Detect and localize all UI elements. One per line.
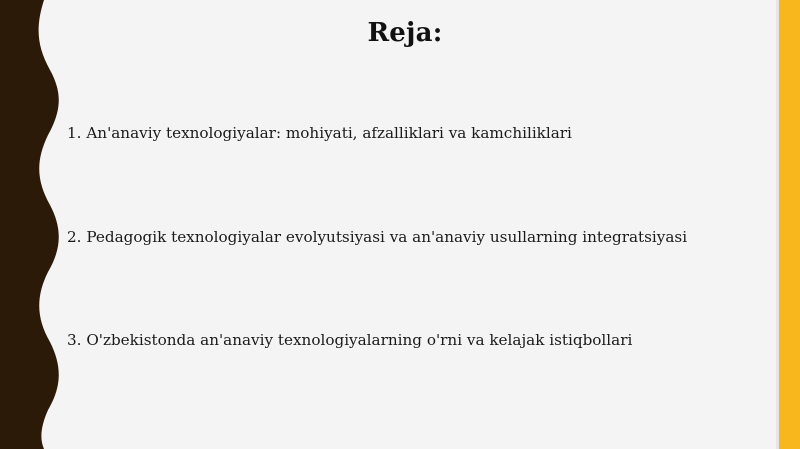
wavy-border-decoration	[0, 0, 80, 449]
slide-title: Reja:	[367, 18, 443, 48]
plan-item-2: 2. Pedagogik texnologiyalar evolyutsiyasi va an'anaviy usullarning integratsiyasi	[67, 228, 688, 246]
accent-bar	[779, 0, 800, 449]
plan-item-3: 3. O'zbekistonda an'anaviy texnologiyalarning o'rni va kelajak istiqbollari	[67, 331, 633, 349]
plan-item-1: 1. An'anaviy texnologiyalar: mohiyati, afzalliklari va kamchiliklari	[67, 124, 572, 142]
